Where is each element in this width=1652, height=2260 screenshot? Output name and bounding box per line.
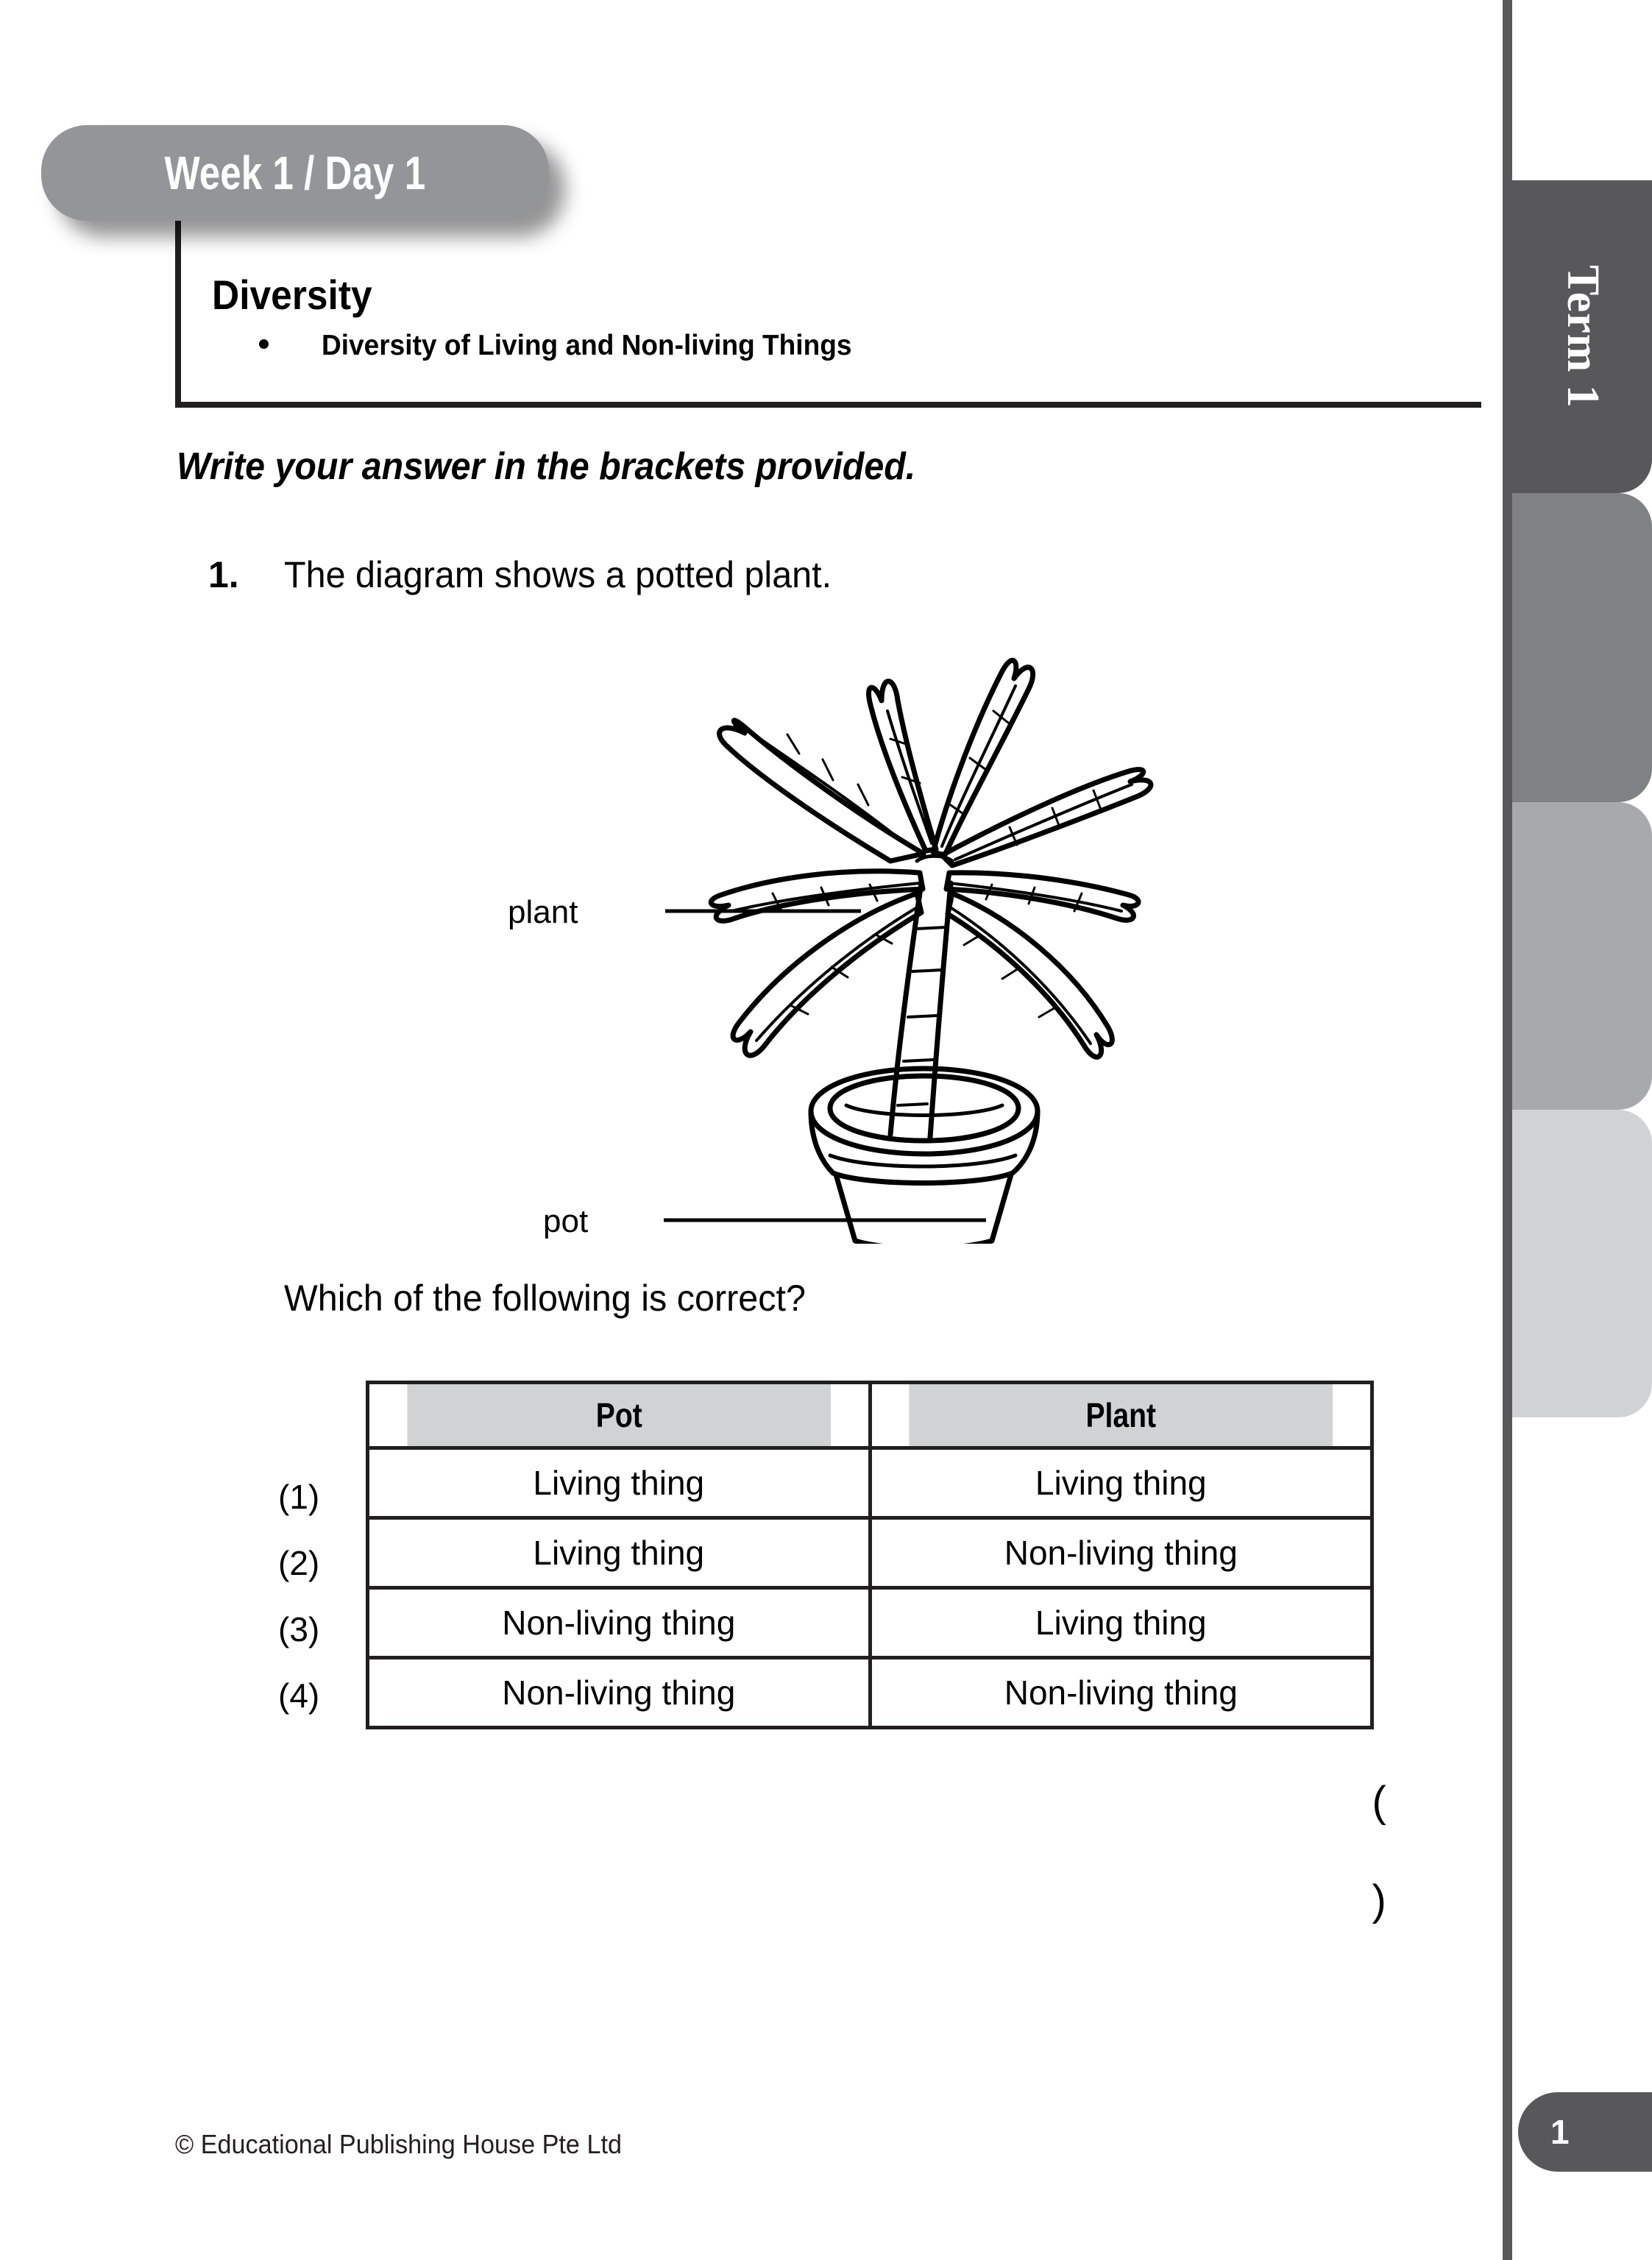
cell-plant-4: Non-living thing	[870, 1658, 1372, 1728]
pot-label: pot	[543, 1203, 589, 1239]
table-header-row	[368, 1383, 1372, 1448]
sidebar-vertical-rule	[1503, 0, 1512, 2260]
sidebar-tab-2[interactable]	[1512, 493, 1652, 802]
topic-rule-vertical	[175, 213, 181, 407]
sidebar-tab-3[interactable]	[1512, 802, 1652, 1110]
week-day-badge	[41, 125, 549, 221]
potted-plant-diagram	[478, 640, 1295, 1244]
copyright-footer: © Educational Publishing House Pte Ltd	[175, 2129, 622, 2159]
page-number: 1	[1550, 2113, 1570, 2151]
answer-bracket-close: )	[1372, 1877, 1386, 1924]
table-row[interactable]	[368, 1658, 1372, 1728]
answer-bracket-field[interactable]	[1325, 1728, 1467, 1974]
option-label-3: (3)	[278, 1610, 320, 1648]
options-table	[366, 1381, 1374, 1729]
topic-rule-horizontal	[175, 402, 1481, 408]
potted-plant-illustration	[478, 640, 1295, 1244]
sidebar-tab-4[interactable]	[1512, 1110, 1652, 1417]
sub-question-text: Which of the following is correct?	[284, 1278, 806, 1319]
question-stem: The diagram shows a potted plant.	[284, 554, 832, 595]
cell-pot-3: Non-living thing	[368, 1588, 871, 1658]
table-row[interactable]	[368, 1448, 1372, 1518]
column-header-plant: Plant	[907, 1383, 1334, 1448]
cell-plant-2: Non-living thing	[870, 1518, 1372, 1588]
table-row[interactable]	[368, 1518, 1372, 1588]
column-header-pot: Pot	[405, 1383, 832, 1448]
cell-pot-2: Living thing	[368, 1518, 871, 1588]
option-label-1: (1)	[278, 1478, 320, 1516]
page-number-badge	[1518, 2092, 1652, 2172]
instruction-text: Write your answer in the brackets provided.	[177, 445, 916, 488]
option-label-4: (4)	[278, 1676, 320, 1715]
answer-bracket-open: (	[1372, 1778, 1386, 1826]
question-number: 1.	[208, 554, 239, 595]
cell-plant-3: Living thing	[870, 1588, 1372, 1658]
sidebar-tab-term-1-label	[1512, 180, 1652, 493]
cell-pot-4: Non-living thing	[368, 1658, 871, 1728]
cell-pot-1: Living thing	[368, 1448, 871, 1518]
table-row[interactable]	[368, 1588, 1372, 1658]
topic-bullet-label: Diversity of Living and Non-living Things	[322, 330, 852, 361]
plant-label: plant	[508, 894, 578, 930]
option-label-2: (2)	[278, 1544, 320, 1582]
topic-bullet-item	[259, 330, 879, 362]
topic-title: Diversity	[212, 272, 372, 318]
answer-bracket-space	[1372, 1827, 1467, 1875]
sidebar-tab-term-1-text: Term 1	[1557, 265, 1608, 408]
cell-plant-1: Living thing	[870, 1448, 1372, 1518]
week-day-label: Week 1 / Day 1	[164, 146, 426, 199]
bullet-dot-icon	[259, 339, 269, 349]
option-label-column	[278, 1464, 352, 1729]
